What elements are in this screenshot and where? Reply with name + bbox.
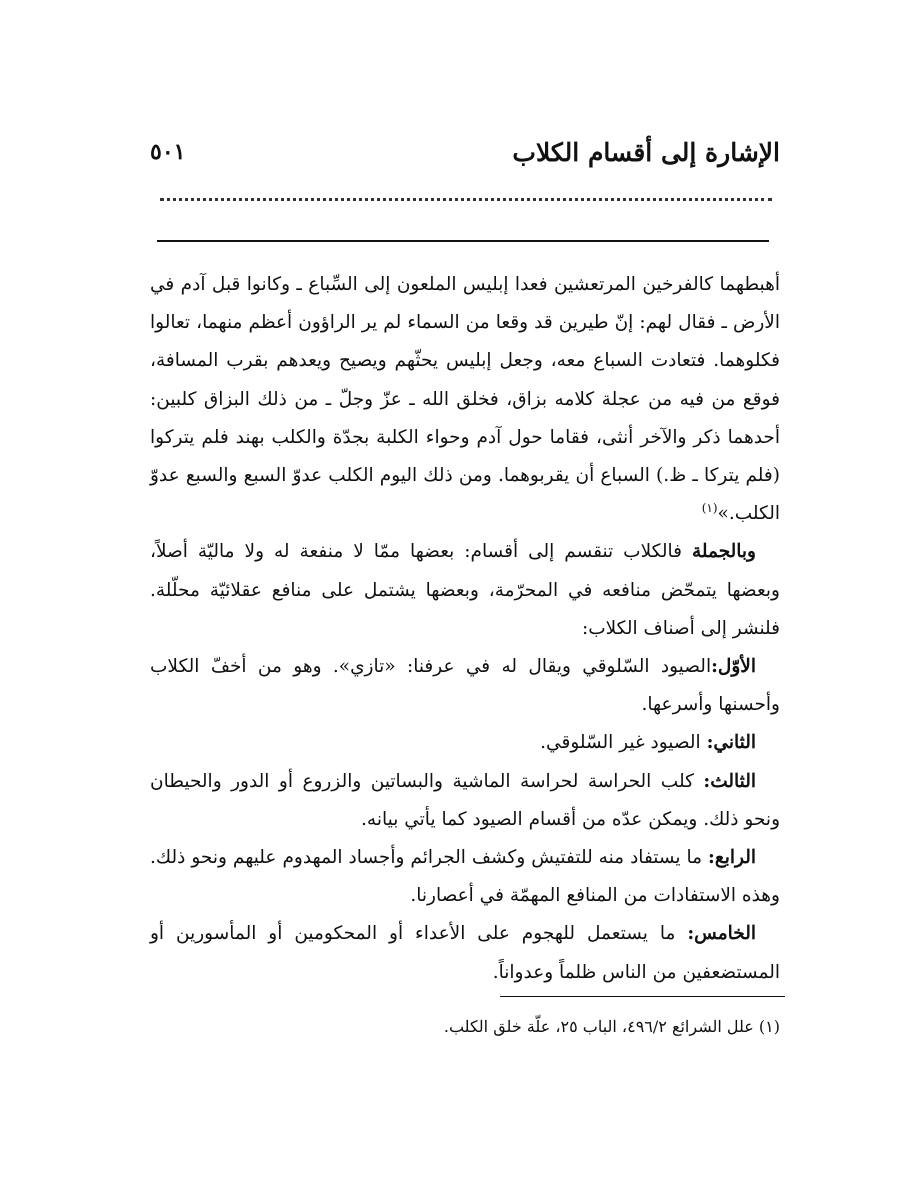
body-text <box>150 266 780 992</box>
item-label-fifth: الخامس: <box>687 923 756 945</box>
summary-lead: وبالجملة <box>691 541 756 563</box>
running-header <box>150 132 780 172</box>
page-number: ٥٠١ <box>150 139 186 165</box>
header-title: الإشارة إلى أقسام الكلاب <box>512 137 780 167</box>
list-item-first <box>150 648 780 724</box>
list-item-fifth <box>150 915 780 991</box>
paragraph-narration <box>150 266 780 533</box>
item-label-third: الثالث: <box>703 770 756 792</box>
list-item-third <box>150 763 780 839</box>
header-rule <box>157 240 769 242</box>
item-label-fourth: الرابع: <box>708 847 756 869</box>
list-item-second <box>150 724 780 762</box>
item-text-fourth: ما يستفاد منه للتفتيش وكشف الجرائم وأجساد المهدوم عليهم ونحو ذلك. وهذه الاستفادات من المنافع المهمّة في أعصارنا. <box>150 847 780 907</box>
item-label-second: الثاني: <box>706 732 756 754</box>
item-text-first: الصيود السّلوقي ويقال له في عرفنا: «تازي». وهو من أخفّ الكلاب وأحسنها وأسرعها. <box>150 656 780 716</box>
item-text-third: كلب الحراسة لحراسة الماشية والبساتين والزروع أو الدور والحيطان ونحو ذلك. ويمكن عدّه من أقسام الصيود كما يأتي بيانه. <box>150 770 780 830</box>
summary-text: فالكلاب تنقسم إلى أقسام: بعضها ممّا لا منفعة له ولا ماليّة أصلاً، وبعضها يتمحّض منافعه في المحرّمة، وبعضها يشتمل على منافع عقلائيّة محلّلة. فلنشر إلى أصناف الكلاب: <box>150 541 780 639</box>
item-text-second: الصيود غير السّلوقي. <box>540 732 707 754</box>
narration-text: أهبطهما كالفرخين المرتعشين فعدا إبليس الملعون إلى السِّباع ـ وكانوا قبل آدم في الأرض ـ فقال لهم: إنّ طيرين قد وقعا من السماء لم ير الراؤون أعظم منهما، تعالوا فكلوهما. فتعادت السباع معه، وجعل إبليس يحثّهم ويصيح ويعدهم بقرب المسافة، فوقع من فيه من عجلة كلامه بزاق، فخلق الله ـ عزّ وجلّ ـ من ذلك البزاق كلبين: أحدهما ذكر والآخر أنثى، فقاما حول آدم وحواء الكلبة بجدّة والكلب بهند فلم يتركوا (فلم يتركا ـ ظ.) السباع أن يقربوهما. ومن ذلك اليوم الكلب عدوّ السبع والسبع عدوّ الكلب.» <box>150 274 780 525</box>
footnote-rule <box>500 996 785 997</box>
paragraph-summary <box>150 533 780 648</box>
item-label-first: الأوّل: <box>711 656 756 678</box>
footnote: (١) علل الشرائع ٤٩٦/٢، الباب ٢٥، علّة خلق الكلب. <box>443 1017 780 1036</box>
footnote-marker: (١) <box>701 501 718 516</box>
list-item-fourth <box>150 839 780 915</box>
dotted-separator <box>160 198 772 201</box>
item-text-fifth: ما يستعمل للهجوم على الأعداء أو المحكومين أو المأسورين أو المستضعفين من الناس ظلماً وعدواناً. <box>150 923 780 983</box>
